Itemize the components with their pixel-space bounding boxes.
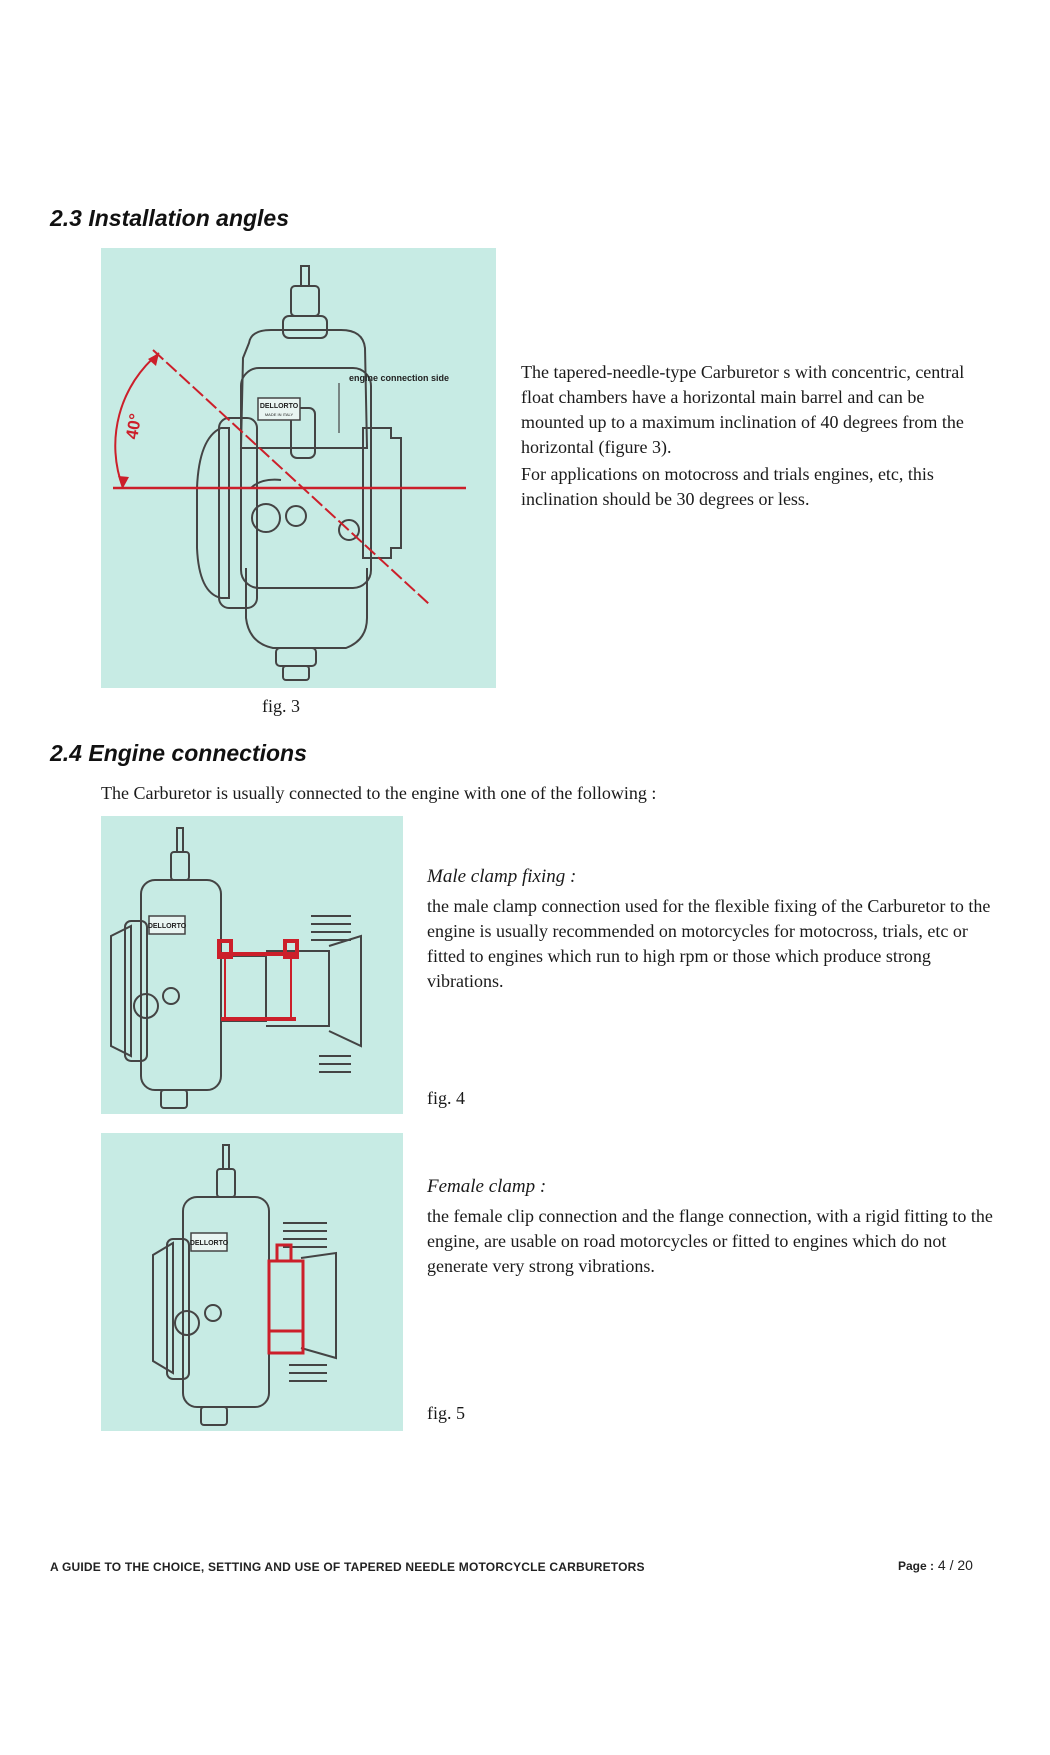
male-clamp-text: the male clamp connection used for the flexible fixing of the Carburetor to the engine is usually recommended on motorcycles for motocross, trials, etc or fitted to engines which run to high rpm or those which produce strong vibrations. <box>427 896 991 991</box>
figure-5-female-clamp <box>101 1133 403 1431</box>
section-2-4-heading: 2.4 Engine connections <box>50 740 307 766</box>
male-clamp-drawing <box>101 816 403 1114</box>
figure-4-caption: fig. 4 <box>427 1088 465 1108</box>
figure-5-caption: fig. 5 <box>427 1403 465 1423</box>
female-clamp-drawing <box>101 1133 403 1431</box>
paragraph: The tapered-needle-type Carburetor s with concentric, central float chambers have a horizontal main barrel and can be mounted up to a maximum inclination of 40 degrees from the horizontal (figure 3). <box>521 362 965 457</box>
page-label: Page : <box>898 1559 935 1573</box>
female-clamp-title: Female clamp : <box>427 1176 547 1197</box>
figure-4-male-clamp <box>101 816 403 1114</box>
carburetor-body-label: DELLORTO <box>147 923 187 930</box>
figure-3-caption: fig. 3 <box>262 696 300 716</box>
engine-connection-side-label: engine connection side <box>349 373 450 383</box>
clamp-markers <box>269 1245 303 1353</box>
inclined-axis-line <box>153 350 429 604</box>
installation-angles-text <box>521 360 991 512</box>
footer-title: A GUIDE TO THE CHOICE, SETTING AND USE OF TAPERED NEEDLE MOTORCYCLE CARBURETORS <box>50 1560 645 1574</box>
female-clamp-text: the female clip connection and the flange connection, with a rigid fitting to the engine, are usable on road motorcycles or fitted to engines which do not generate very strong vibrations. <box>427 1206 993 1276</box>
angle-value-label: 40° <box>122 412 146 441</box>
page-count: 4 / 20 <box>937 1557 973 1573</box>
paragraph: For applications on motocross and trials engines, etc, this inclination should be 30 degrees or less. <box>521 464 934 509</box>
page-number <box>898 1557 973 1573</box>
carburetor-body-label: DELLORTO <box>259 403 299 410</box>
male-clamp-title: Male clamp fixing : <box>427 866 577 887</box>
figure-3-installation-angle <box>101 248 496 688</box>
carburetor-body-label: DELLORTO <box>189 1240 229 1247</box>
carburetor-angle-drawing <box>101 248 496 688</box>
clamp-markers <box>219 941 297 1021</box>
engine-connections-intro: The Carburetor is usually connected to the engine with one of the following : <box>101 783 657 803</box>
carburetor-body-sublabel: MADE IN ITALY <box>264 412 294 417</box>
section-2-3-heading: 2.3 Installation angles <box>50 205 290 231</box>
